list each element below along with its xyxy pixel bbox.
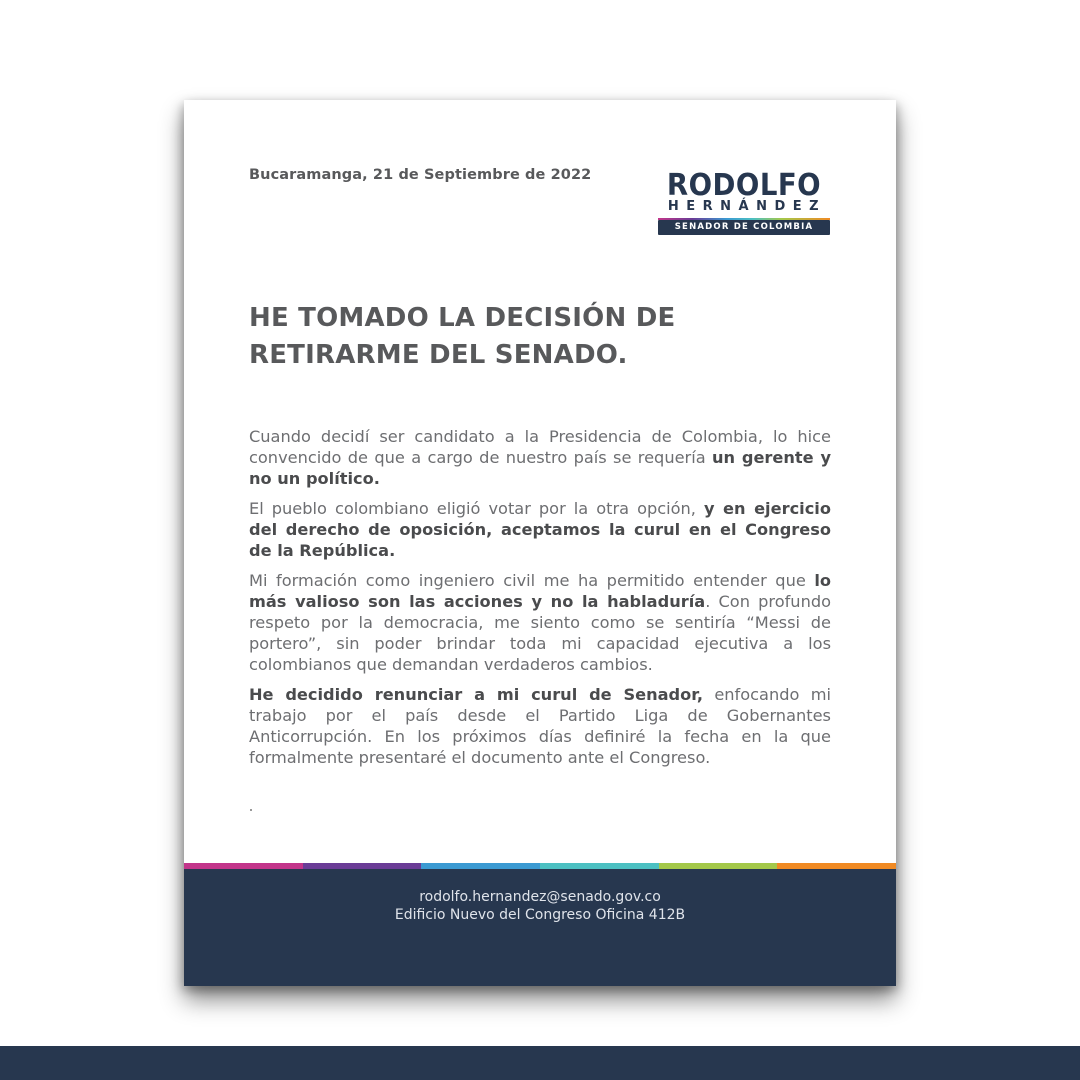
body-paragraph-3 — [249, 570, 831, 675]
paragraph-3-run-2: lo más valioso son las acciones y no la habladuría — [249, 571, 831, 611]
letter-date: Bucaramanga, 21 de Septiembre de 2022 — [249, 167, 592, 183]
footer-address: Edificio Nuevo del Congreso Oficina 412B — [394, 907, 686, 923]
letter-headline — [249, 300, 809, 374]
paragraph-4-run-1: He decidido renunciar a mi curul de Senador, — [249, 685, 703, 704]
body-paragraph-4 — [249, 684, 831, 768]
paragraph-1-run-2: un gerente y no un político. — [249, 448, 832, 488]
bottom-navy-bar — [0, 1046, 1080, 1080]
senator-logo — [656, 168, 832, 236]
letter-body — [249, 426, 831, 777]
headline-line-1: HE TOMADO LA DECISIÓN DE — [249, 303, 676, 333]
body-paragraph-2 — [249, 498, 831, 561]
logo-tagline: SENADOR DE COLOMBIA — [658, 220, 830, 235]
letter-sheet — [184, 100, 896, 986]
paragraph-1-run-1: Cuando decidí ser candidato a la Presidencia de Colombia, lo hice convencido de que a cargo de nuestro país se requería — [249, 427, 831, 467]
paragraph-2-run-1: El pueblo colombiano eligió votar por la otra opción, — [249, 499, 704, 518]
paragraph-2-run-2: y en ejercicio del derecho de oposición, aceptamos la curul en el Congreso de la República. — [249, 499, 831, 560]
headline-line-2: RETIRARME DEL SENADO. — [249, 340, 628, 370]
paragraph-3-run-3: . Con profundo respeto por la democracia, me siento como se sentiría “Messi de portero”, sin poder brindar toda mi capacidad ejecutiva a los colombianos que demandan verdaderos cambios. — [249, 592, 832, 674]
logo-first-name: RODOLFO — [666, 168, 822, 203]
paragraph-3-run-1: Mi formación como ingeniero civil me ha permitido entender que — [249, 571, 815, 590]
logo-surname: HERNÁNDEZ — [667, 199, 827, 214]
letter-footer — [184, 869, 896, 986]
body-paragraph-1 — [249, 426, 831, 489]
paragraph-4-run-2: enfocando mi trabajo por el país desde el Partido Liga de Gobernantes Anticorrupción. En los próximos días definiré la fecha en la que formalmente presentaré el documento ante el Congreso. — [249, 685, 831, 767]
footer-email: rodolfo.hernandez@senado.gov.co — [419, 889, 661, 905]
stray-dot — [250, 809, 252, 811]
